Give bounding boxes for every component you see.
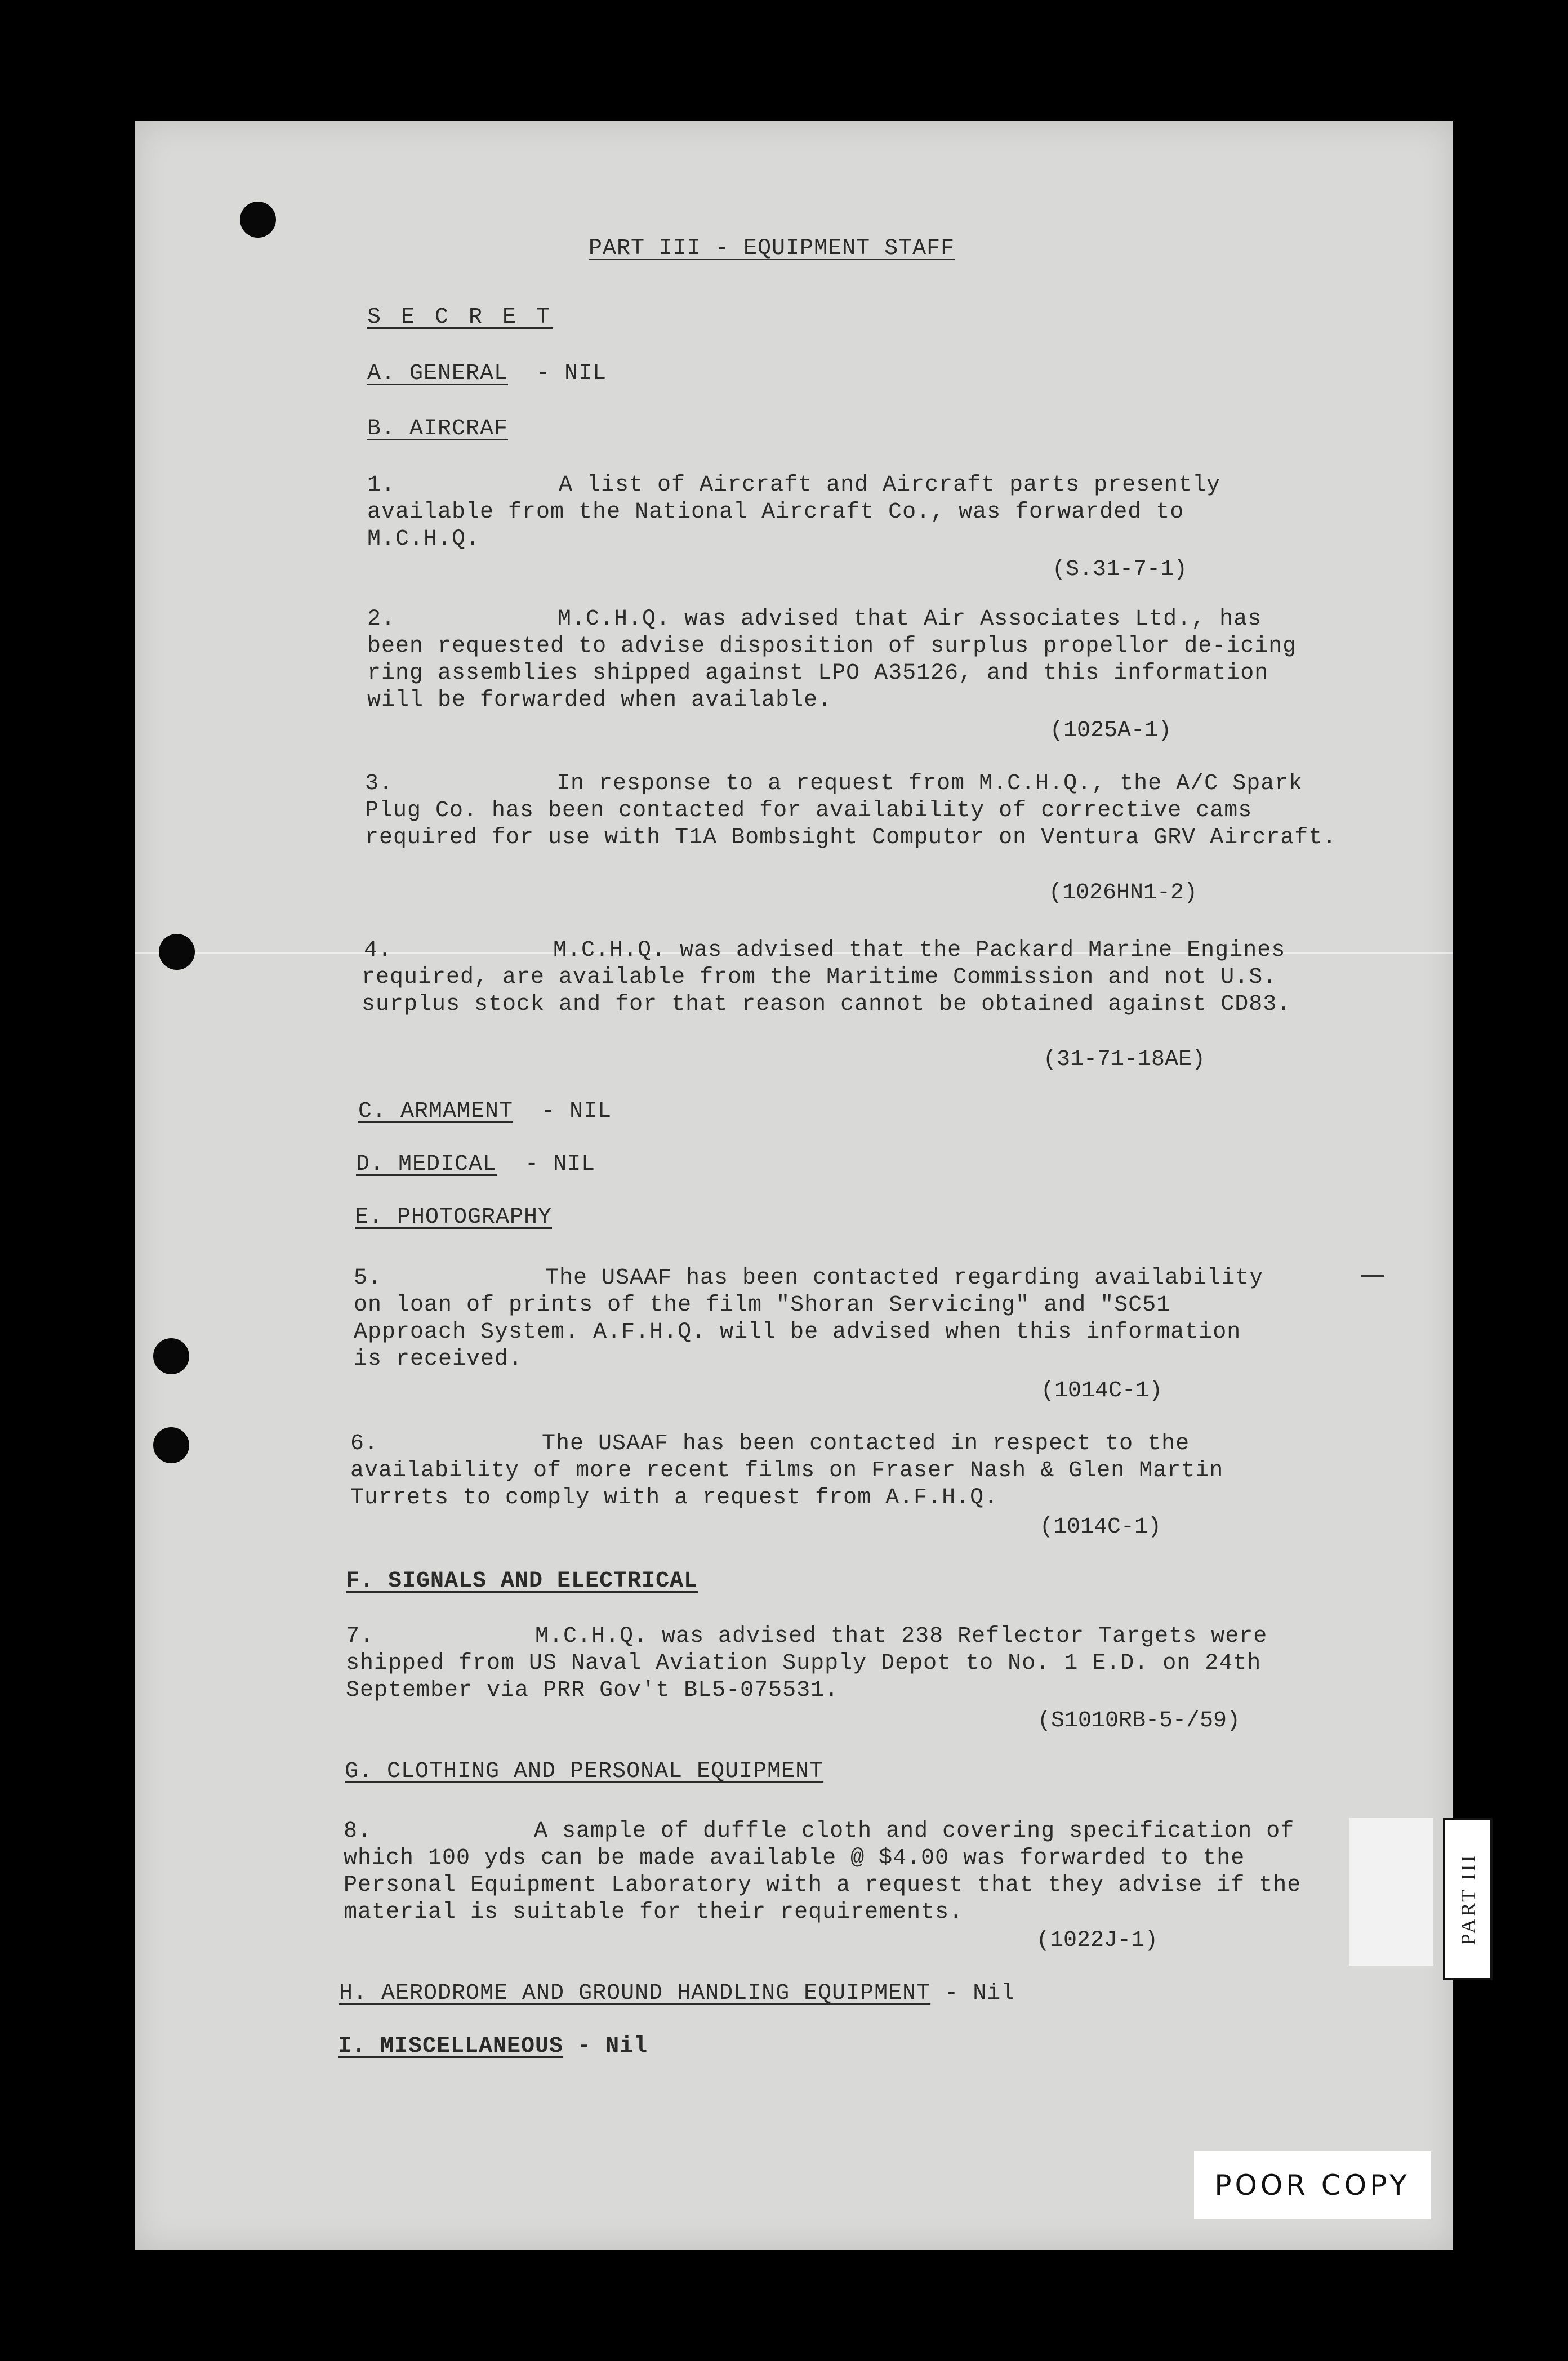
punch-hole xyxy=(153,1427,189,1463)
paragraph-line: In response to a request from M.C.H.Q., the A/C Spark xyxy=(556,771,1303,796)
paragraph-line: M.C.H.Q. was advised that the Packard Marine Engines xyxy=(553,938,1286,963)
paragraph-line: The USAAF has been contacted regarding availability xyxy=(545,1266,1264,1291)
paragraph-line: A list of Aircraft and Aircraft parts presently xyxy=(559,473,1221,498)
paragraph-line: availability of more recent films on Fraser Nash & Glen Martin xyxy=(350,1458,1224,1484)
document-page xyxy=(135,121,1453,2250)
reference-code: (1022J-1) xyxy=(1036,1928,1159,1953)
paragraph-line: been requested to advise disposition of surplus propellor de-icing xyxy=(367,634,1297,659)
section-i-heading: I. MISCELLANEOUS xyxy=(338,2034,564,2059)
paragraph-line: material is suitable for their requirements. xyxy=(344,1900,964,1925)
paragraph-line: shipped from US Naval Aviation Supply Depot to No. 1 E.D. on 24th xyxy=(346,1651,1262,1676)
paragraph-line: M.C.H.Q. was advised that Air Associates Ltd., has xyxy=(558,607,1262,632)
section-c-heading: C. ARMAMENT xyxy=(358,1099,514,1124)
paragraph-line: A sample of duffle cloth and covering specification of xyxy=(534,1819,1295,1844)
reference-code: (1014C-1) xyxy=(1040,1514,1162,1540)
paragraph-line: Plug Co. has been contacted for availability of corrective cams xyxy=(365,798,1253,823)
paragraph-line: surplus stock and for that reason cannot be obtained against CD83. xyxy=(362,992,1291,1017)
paragraph-line: Approach System. A.F.H.Q. will be advised when this information xyxy=(354,1320,1241,1345)
paragraph-number: 3. xyxy=(365,771,394,796)
page-title: PART III - EQUIPMENT STAFF xyxy=(589,236,955,261)
side-tab xyxy=(1443,1818,1493,1980)
section-d xyxy=(356,1151,595,1178)
section-c-suffix: - NIL xyxy=(541,1099,612,1124)
paragraph-line: on loan of prints of the film "Shoran Servicing" and "SC51 xyxy=(354,1293,1171,1318)
paragraph-line: required for use with T1A Bombsight Computor on Ventura GRV Aircraft. xyxy=(365,825,1337,850)
paragraph-number: 6. xyxy=(350,1431,379,1456)
paragraph-line: September via PRR Gov't BL5-075531. xyxy=(346,1678,839,1703)
section-i-suffix: - Nil xyxy=(577,2034,648,2059)
punch-hole xyxy=(153,1338,189,1374)
paragraph-line: Turrets to comply with a request from A.F.H.Q. xyxy=(350,1485,999,1511)
paragraph-line: is received. xyxy=(354,1347,523,1372)
reference-code: (S.31-7-1) xyxy=(1052,557,1188,582)
section-g-heading: G. CLOTHING AND PERSONAL EQUIPMENT xyxy=(345,1759,824,1784)
side-tab-blank xyxy=(1349,1818,1433,1966)
section-e-heading: E. PHOTOGRAPHY xyxy=(355,1205,553,1230)
section-h-heading: H. AERODROME AND GROUND HANDLING EQUIPMENT xyxy=(339,1981,931,2006)
paragraph-line: will be forwarded when available. xyxy=(367,688,832,713)
section-d-heading: D. MEDICAL xyxy=(356,1152,497,1177)
paragraph-number: 5. xyxy=(354,1266,382,1291)
reference-code: (1026HN1-2) xyxy=(1049,880,1198,906)
punch-hole xyxy=(240,202,276,238)
classification: S E C R E T xyxy=(367,305,554,330)
paragraph-line: available from the National Aircraft Co., was forwarded to xyxy=(367,500,1184,525)
paragraph-number: 1. xyxy=(367,473,396,498)
section-a xyxy=(367,360,607,387)
paragraph-number: 4. xyxy=(364,938,393,963)
section-f-heading: F. SIGNALS AND ELECTRICAL xyxy=(346,1569,698,1594)
reference-code: (1025A-1) xyxy=(1050,718,1172,743)
side-tab-label: PART III xyxy=(1456,1853,1479,1945)
paragraph-number: 8. xyxy=(344,1819,372,1844)
margin-mark xyxy=(1361,1275,1384,1277)
paragraph-line: ring assemblies shipped against LPO A35126, and this information xyxy=(367,661,1269,686)
paragraph-line: which 100 yds can be made available @ $4.00 was forwarded to the xyxy=(344,1846,1245,1871)
punch-hole xyxy=(159,934,195,970)
paragraph-line: M.C.H.Q. xyxy=(367,527,480,552)
paragraph-line: required, are available from the Maritime Commission and not U.S. xyxy=(362,965,1277,990)
reference-code: (S1010RB-5-/59) xyxy=(1037,1708,1241,1734)
section-h-suffix: - Nil xyxy=(945,1981,1015,2006)
paragraph-line: M.C.H.Q. was advised that 238 Reflector Targets were xyxy=(535,1624,1268,1649)
paragraph-line: The USAAF has been contacted in respect to the xyxy=(542,1431,1190,1456)
section-b-heading: B. AIRCRAF xyxy=(367,416,509,442)
reference-code: (1014C-1) xyxy=(1041,1378,1163,1404)
section-c xyxy=(358,1098,612,1125)
paragraph-number: 2. xyxy=(367,607,396,632)
paragraph-line: Personal Equipment Laboratory with a request that they advise if the xyxy=(344,1873,1302,1898)
section-a-suffix: - NIL xyxy=(536,361,607,386)
section-a-heading: A. GENERAL xyxy=(367,361,509,386)
section-i xyxy=(338,2033,648,2060)
poor-copy-label: POOR COPY xyxy=(1194,2151,1431,2219)
section-d-suffix: - NIL xyxy=(525,1152,596,1177)
paragraph-number: 7. xyxy=(346,1624,375,1649)
reference-code: (31-71-18AE) xyxy=(1043,1047,1206,1072)
section-h xyxy=(339,1980,1015,2007)
